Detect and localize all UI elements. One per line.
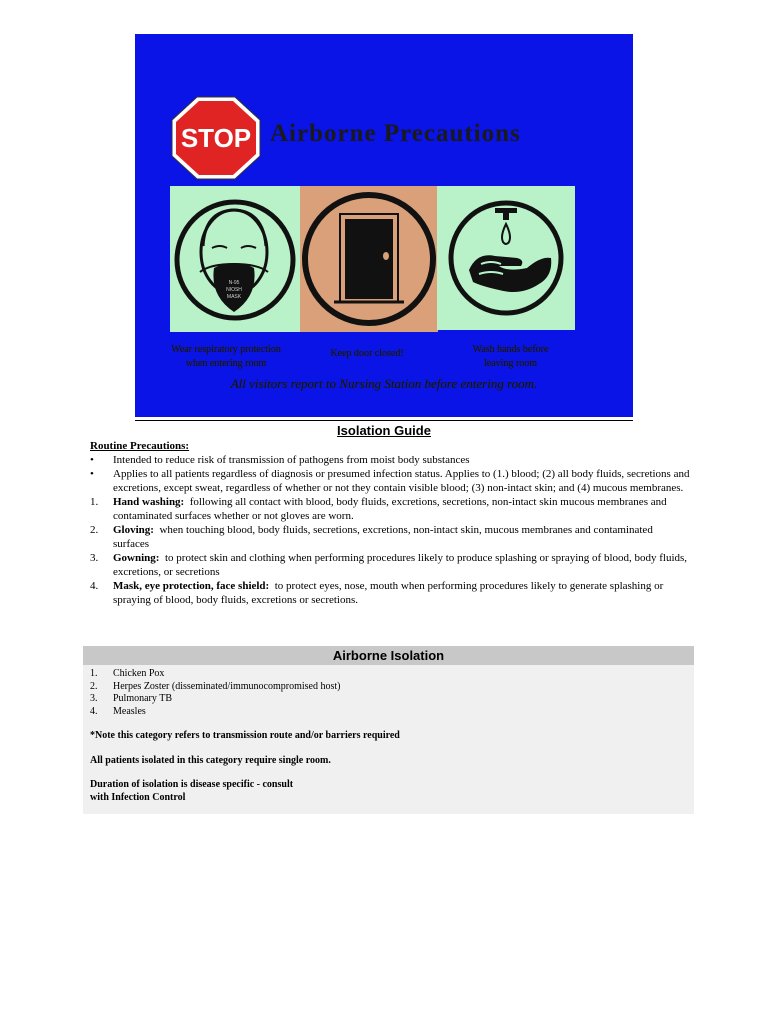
- list-item: [90, 579, 690, 607]
- transmission-note: *Note this category refers to transmission route and/or barriers required: [90, 730, 400, 741]
- list-number: 4.: [90, 580, 99, 592]
- airborne-disease-list: [90, 668, 340, 718]
- mask-panel: [170, 186, 301, 332]
- list-term: Hand washing:: [113, 496, 185, 508]
- airborne-isolation-title: Airborne Isolation: [83, 646, 694, 665]
- list-number: 1.: [90, 668, 98, 679]
- caption-keep-door-closed: Keep door closed!: [330, 348, 404, 359]
- divider-line: [135, 420, 633, 421]
- list-text: following all contact with blood, body fluids, excretions, secretions, non-intact skin mucous membranes and contaminated surfaces whether or not gloves are worn.: [113, 496, 667, 522]
- list-term: Gowning:: [113, 552, 160, 564]
- routine-precautions-list: [90, 453, 690, 607]
- list-item: [90, 495, 690, 523]
- stop-sign-icon: [170, 95, 262, 181]
- list-item: [90, 467, 690, 495]
- respirator-mask-icon: [170, 186, 301, 332]
- disease-name: Pulmonary TB: [113, 693, 172, 704]
- duration-note-line-2: with Infection Control: [90, 792, 186, 803]
- handwash-panel: [437, 186, 575, 330]
- list-term: Mask, eye protection, face shield:: [113, 580, 270, 592]
- duration-note-line-1: Duration of isolation is disease specific - consult: [90, 779, 294, 790]
- visitors-notice: All visitors report to Nursing Station before entering room.: [230, 376, 538, 391]
- caption-wear-respiratory: Wear respiratory protection when entering room: [171, 344, 281, 369]
- mask-label-1: N-95: [228, 280, 240, 286]
- list-item: [90, 551, 690, 579]
- list-number: 3.: [90, 693, 98, 704]
- sign-title: Airborne Precautions: [270, 120, 521, 147]
- door-panel: [300, 186, 438, 332]
- list-text: to protect skin and clothing when performing procedures likely to produce splashing or spraying of blood, body fluids, excretions, or secretions: [113, 552, 688, 578]
- mask-label-2: NIOSH: [226, 287, 242, 293]
- list-item: [90, 453, 690, 467]
- closed-door-icon: [300, 186, 438, 332]
- list-text: to protect eyes, nose, mouth when performing procedures likely to generate splashing or spraying of blood, body fluids, excretions or secretions.: [113, 580, 664, 606]
- disease-name: Herpes Zoster (disseminated/immunocompromised host): [113, 680, 341, 692]
- list-item: [90, 706, 340, 719]
- list-number: 2.: [90, 680, 98, 692]
- list-term: Gloving:: [113, 524, 154, 536]
- bullet-icon: •: [90, 454, 94, 466]
- caption-wash-hands: Wash hands before leaving room: [472, 344, 549, 369]
- list-number: 3.: [90, 552, 99, 564]
- list-item: [90, 681, 340, 694]
- list-number: 4.: [90, 705, 98, 717]
- bullet-text: Applies to all patients regardless of diagnosis or presumed infection status. Applies to (1.) blood; (2) all body fluids, secretions and excretions, except sweat, regardless of whether or not they contain visible blood; (3) non-intact skin; and (4) mucous membranes.: [113, 468, 690, 494]
- disease-name: Measles: [113, 705, 146, 717]
- bullet-icon: •: [90, 468, 94, 480]
- disease-name: Chicken Pox: [113, 668, 165, 679]
- bullet-text: Intended to reduce risk of transmission of pathogens from moist body substances: [113, 454, 470, 466]
- list-item: [90, 523, 690, 551]
- list-item: [90, 668, 340, 681]
- list-number: 2.: [90, 524, 99, 536]
- list-item: [90, 693, 340, 706]
- hand-wash-icon: [437, 186, 575, 330]
- stop-text: STOP: [180, 123, 252, 153]
- isolation-guide-title: Isolation Guide: [337, 423, 431, 438]
- routine-precautions-label: Routine Precautions:: [90, 440, 190, 452]
- list-text: when touching blood, body fluids, secretions, excretions, non-intact skin, mucous membranes and contaminated surfaces: [113, 524, 653, 550]
- list-number: 1.: [90, 496, 99, 508]
- mask-label-3: MASK: [226, 294, 242, 300]
- single-room-note: All patients isolated in this category require single room.: [90, 755, 331, 766]
